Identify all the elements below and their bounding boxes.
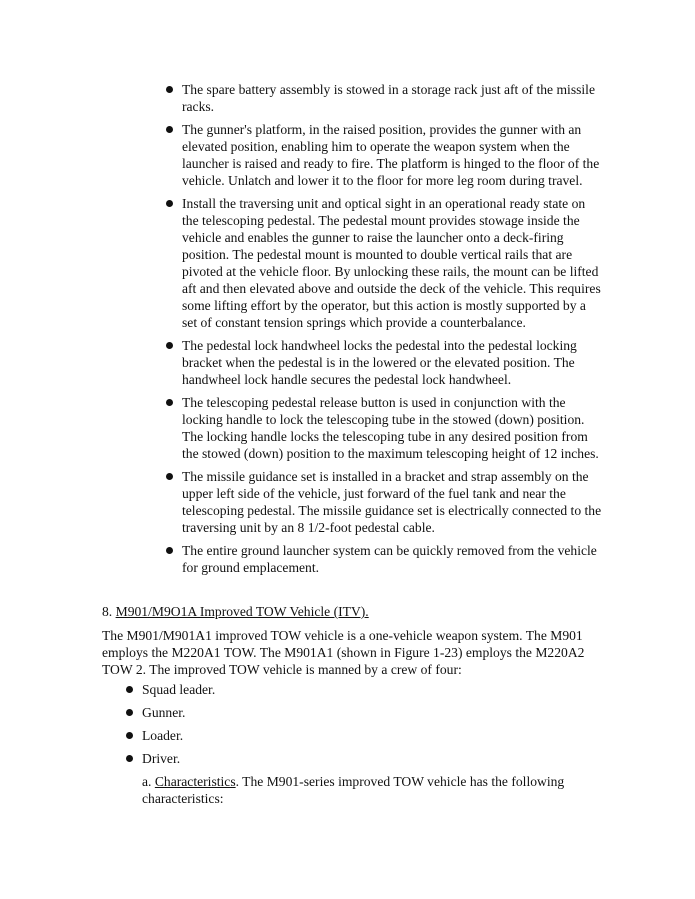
bullet-icon [126,686,133,693]
crew-list [122,681,422,773]
bullet-text: The gunner's platform, in the raised position, provides the gunner with an elevated position, enabling him to operate the weapon system when the launcher is raised and ready to fire. The platform is hinged to the floor of the vehicle. Unlatch and lower it to the floor for more leg room during travel. [182,122,600,188]
intro-paragraph: The M901/M901A1 improved TOW vehicle is a one-vehicle weapon system. The M901 employs the M220A1 TOW. The M901A1 (shown in Figure 1-23) employs the M220A2 TOW 2. The improved TOW vehicle is manned by a crew of four: [102,628,585,677]
bullet-icon [166,399,173,406]
bullet-icon [166,342,173,349]
bullet-icon [126,709,133,716]
bullet-icon [126,755,133,762]
bullet-text: The telescoping pedestal release button is used in conjunction with the locking handle to lock the telescoping tube in the stowed (down) position. The locking handle locks the telescoping tube in any desired position from the stowed (down) position to the maximum telescoping height of 12 inches. [182,395,599,461]
list-item [162,542,602,576]
list-item [122,750,422,767]
bullet-text: The entire ground launcher system can be quickly removed from the vehicle for ground emplacement. [182,543,597,575]
list-item [162,81,602,115]
subpara-title: Characteristics [154,774,236,789]
section-heading [102,603,602,620]
list-item [162,195,602,331]
bullet-icon [166,547,173,554]
list-item [162,337,602,388]
bullet-icon [166,86,173,93]
bullet-icon [166,473,173,480]
bullet-icon [166,126,173,133]
list-item [162,121,602,189]
list-item [122,704,422,721]
list-item [162,394,602,462]
section-number: 8. [102,604,113,619]
bullet-text: Install the traversing unit and optical sight in an operational ready state on the telescoping pedestal. The pedestal mount provides stowage inside the vehicle and enables the gunner to raise the launcher onto a deck-firing position. The pedestal mount is mounted to double vertical rails that are pivoted at the vehicle floor. By unlocking these rails, the mount can be lifted aft and then elevated above and outside the deck of the vehicle. This requires some lifting effort by the operator, but this action is mostly supported by a set of constant tension springs which provide a counterbalance. [182,196,601,330]
characteristics-paragraph [142,773,592,807]
bullet-text: The missile guidance set is installed in a bracket and strap assembly on the upper left side of the vehicle, just forward of the fuel tank and near the telescoping pedestal. The missile guidance set is electrically connected to the traversing unit by an 8 1/2-foot pedestal cable. [182,469,602,535]
bullet-text: The pedestal lock handwheel locks the pedestal into the pedestal locking bracket when the pedestal is in the lowered or the elevated position. The handwheel lock handle secures the pedestal lock handwheel. [182,338,577,387]
crew-member: Driver. [142,751,181,766]
bullet-text: The spare battery assembly is stowed in a storage rack just aft of the missile racks. [182,82,595,114]
crew-member: Gunner. [142,705,186,720]
list-item [122,727,422,744]
subpara-text: . The M901-series improved TOW vehicle has the following characteristics: [142,774,565,806]
crew-member: Squad leader. [142,682,216,697]
list-item [122,681,422,698]
equipment-bullet-list [162,81,602,582]
bullet-icon [166,200,173,207]
crew-member: Loader. [142,728,184,743]
bullet-icon [126,732,133,739]
section-title: M901/M9O1A Improved TOW Vehicle (ITV). [115,604,369,619]
subpara-label: a. [142,774,152,789]
list-item [162,468,602,536]
